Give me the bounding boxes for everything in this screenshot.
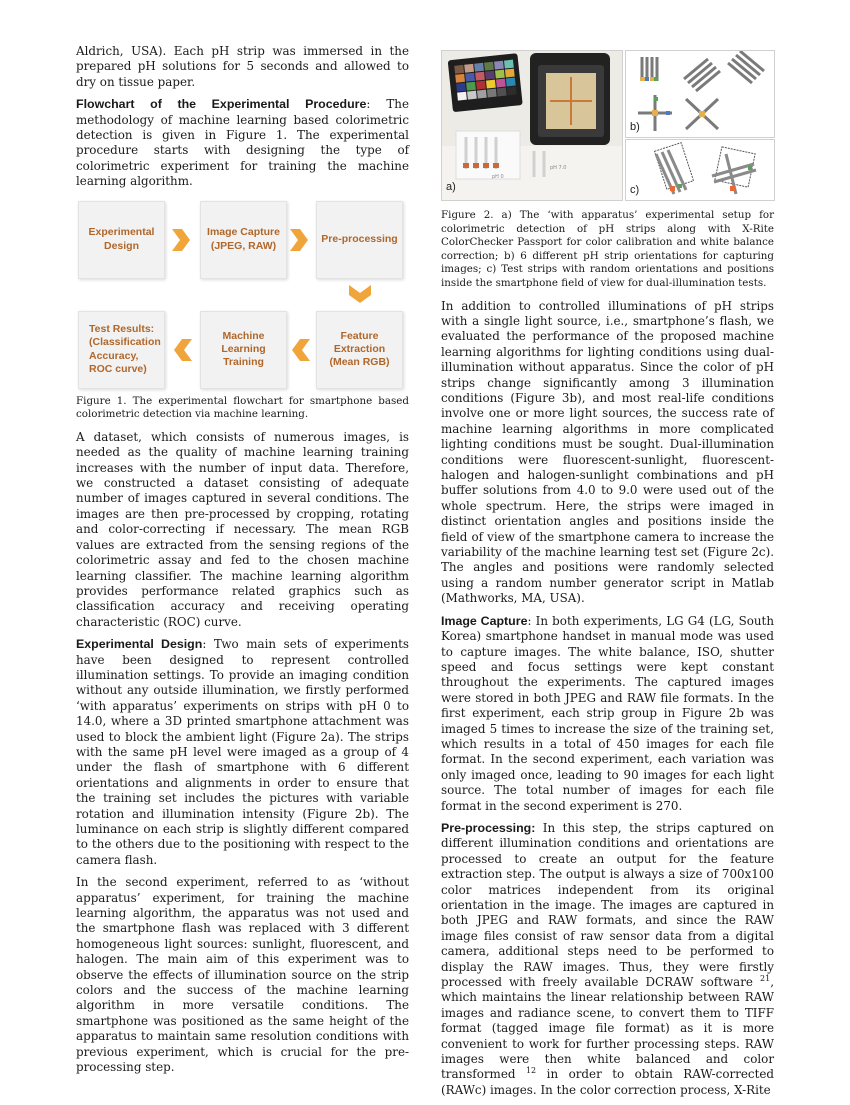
flow-box-image-capture: Image Capture (JPEG, RAW) [200, 201, 287, 279]
figure-2c-random-positions [625, 139, 775, 201]
reference-21: 21 [760, 974, 771, 984]
paragraph-dataset: A dataset, which consists of numerous images, is needed as the quality of machine learning training increases with the number of input data. Therefore, we constructed a dataset consisting of adequate number of images captured in several conditions. The images are then pre-processed by cropping, rotating and color-correcting if necessary. The mean RGB values are extracted from the sensing regions of the colorimetric assay and fed to the chosen machine learning classifier. The machine learning algorithm provides performance related graphics such as classification accuracy and receiving operating characteristic (ROC) curve. [76, 429, 409, 629]
figure-2c-label: c) [630, 184, 640, 196]
flow-box-experimental-design: Experimental Design [78, 201, 165, 279]
flow-box-feature-extraction: Feature Extraction (Mean RGB) [316, 311, 403, 389]
arrow-right-icon [288, 227, 310, 253]
strip-label-ph-7: pH 7.0 [550, 165, 567, 171]
apparatus-photo-illustration [442, 51, 622, 200]
heading-flowchart: Flowchart of the Experimental Procedure [76, 97, 367, 112]
figure-2b-orientations [625, 50, 775, 138]
arrow-right-icon [170, 227, 192, 253]
image-capture-text: : In both experiments, LG G4 (LG, South Korea) smartphone handset in manual mode was used to capture images. The white balance, ISO, shutter speed and focus settings were kept constant throughout the experiments. The captured images were stored in both JPEG and RAW file formats. In the first experiment, each strip group in Figure 2b was imaged 5 times to increase the size of the training set, which results in a total of 450 images for each file format. In the second experiment, each variation was only imaged once, leading to 90 images for each light source. The total number of images for each file format in the second experiment is 270. [441, 613, 774, 813]
paragraph-dual-illumination: In addition to controlled illuminations of pH strips with a single light source, i.e., smartphone’s flash, we evaluated the performance of the proposed machine learning algorithms for lighting conditions using dual-illumination without apparatus. Since the color of pH strips change significantly among 3 illumination conditions (Figure 3b), and most real-life conditions involve one or more light sources, the success rate of machine learning algorithms in more complicated lighting conditions must be sought. Dual-illumination conditions were fluorescent-sunlight, fluorescent-halogen and halogen-sunlight combinations and pH buffer solutions from 4.0 to 9.0 were used out of the whole spectrum. Here, the strips were imaged in distinct orientation angles and positions inside the field of view of the smartphone camera to increase the variability of the machine learning test set (Figure 2c). The angles and positions were randomly selected using a random number generator script in Matlab (Mathworks, MA, USA). [441, 298, 774, 606]
flow-box-pre-processing: Pre-processing [316, 201, 403, 279]
arrow-down-icon [347, 283, 373, 305]
flowchart-text: : The methodology of machine learning based colorimetric detection is given in Figure 1. The experimental procedure starts with designing the type of colorimetric experiment for training the machine learning algorithm. [76, 97, 409, 189]
figure-2a-setup-photo [441, 50, 623, 201]
paragraph-flowchart [76, 97, 409, 189]
reference-12: 12 [525, 1066, 537, 1076]
random-strip-positions-illustration [626, 140, 774, 200]
strip-label-ph-0: pH 0 [492, 174, 504, 180]
pre-processing-text-2: , which maintains the linear relationship between RAW images and radiance scene, to convert them to TIFF format (tagged image file format) as it is more convenient to work for further processing steps. RAW images were then white balanced and color transformed [441, 975, 774, 1082]
paragraph-image-capture [441, 614, 774, 814]
left-column [76, 44, 409, 1083]
strip-orientations-illustration [626, 51, 774, 137]
right-column [441, 44, 774, 1105]
arrow-left-icon [290, 337, 312, 363]
paragraph-ph-strip-preparation: Aldrich, USA). Each pH strip was immersed in the prepared pH solutions for 5 seconds and allowed to dry on tissue paper. [76, 44, 409, 89]
figure-2-photographs [441, 50, 774, 201]
heading-experimental-design: Experimental Design [76, 637, 203, 652]
figure-2-caption: Figure 2. a) The ‘with apparatus’ experimental setup for colorimetric detection of pH strips along with X-Rite ColorChecker Passport for color calibration and white balance correction; b) 6 different pH strip orientations for capturing images; c) Test strips with random orientations and positions inside the smartphone field of view for dual-illumination tests. [441, 209, 774, 289]
figure-1-caption: Figure 1. The experimental flowchart for smartphone based colorimetric detection via machine learning. [76, 394, 409, 421]
paragraph-experimental-design [76, 637, 409, 868]
arrow-left-icon [172, 337, 194, 363]
flow-box-machine-learning-training: Machine Learning Training [200, 311, 287, 389]
flow-box-test-results: Test Results: (Classification Accuracy, ROC curve) [78, 311, 165, 389]
pre-processing-text-3: in order to obtain RAW-corrected (RAWc) images. In the color correction process, X-Rite [441, 1067, 774, 1097]
figure-2b-label: b) [630, 121, 640, 133]
pre-processing-text-1: In this step, the strips captured on different illumination conditions and orientations are processed to create an output for the feature extraction step. The output is always a size of 700x100 color matrices independent from its original orientation in the image. The images are captured in both JPEG and RAW formats, and since the RAW image files consist of raw sensor data from a digital camera, additional steps need to be performed to display the RAW images. Thus, they were firstly processed with freely available DCRAW software [441, 820, 774, 990]
heading-image-capture: Image Capture [441, 613, 528, 628]
figure-1-flowchart [76, 197, 409, 389]
paragraph-second-experiment: In the second experiment, referred to as ‘without apparatus’ experiment, for training the machine learning algorithm, the apparatus was not used and the smartphone flash was replaced with 3 different homogeneous light sources: sunlight, fluorescent, and halogen. The main aim of this experiment was to observe the effects of illumination source on the strip colors and the success of the machine learning algorithm in more versatile conditions. The smartphone was positioned as the same height of the apparatus to maintain same resolution conditions with previous experiment, which is crucial for the pre-processing step. [76, 875, 409, 1075]
experimental-design-text: : Two main sets of experiments have been designed to represent controlled illumination settings. To provide an imaging condition without any outside illumination, we firstly performed ‘with apparatus’ experiments on strips with pH 0 to 14.0, where a 3D printed smartphone attachment was used to block the ambient light (Figure 2a). The strips with the same pH level were imaged as a group of 4 under the flash of smartphone with 6 different orientations and alignments in order to ensure that the training set includes the pictures with variable rotation and illumination intensity (Figure 2b). The luminance on each strip is slightly different compared to the others due to the positioning with respect to the camera flash. [76, 637, 409, 867]
figure-2a-label: a) [446, 181, 456, 193]
paragraph-pre-processing [441, 821, 774, 1098]
heading-pre-processing: Pre-processing: [441, 820, 536, 835]
